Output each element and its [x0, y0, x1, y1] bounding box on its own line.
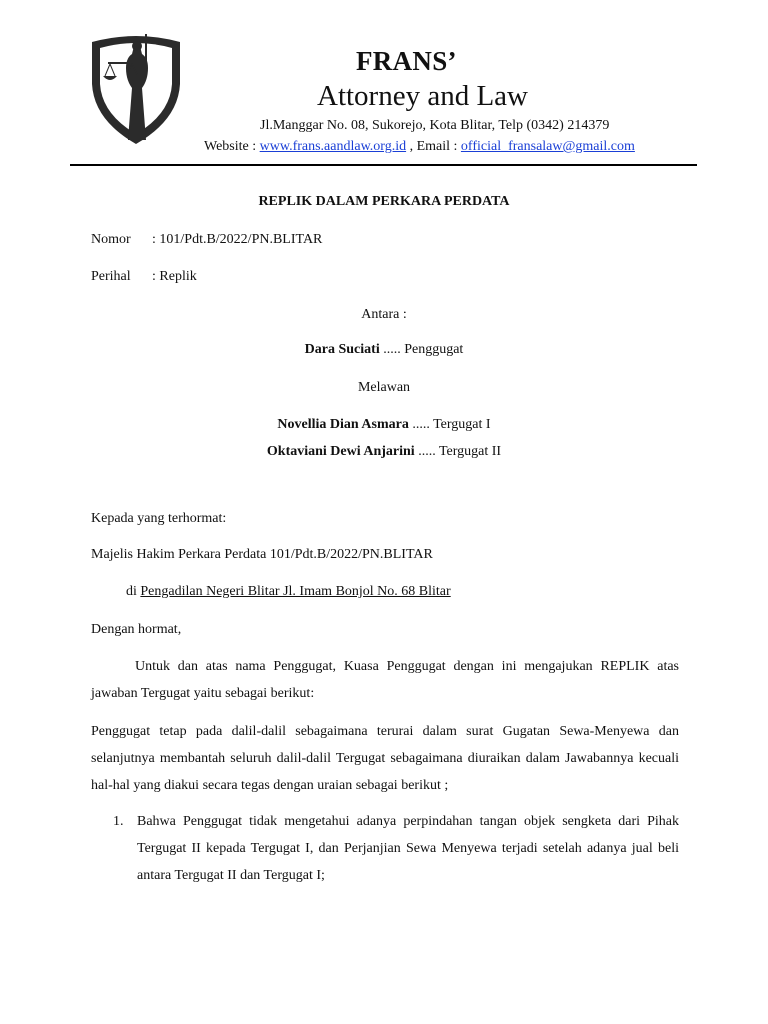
defendant2-name: Oktaviani Dewi Anjarini [266, 444, 415, 459]
nomor-label: Nomor [91, 232, 131, 247]
email-link[interactable]: official_fransalaw@gmail.com [460, 139, 635, 154]
defendant1-name: Novellia Dian Asmara [277, 417, 409, 432]
firm-name: FRANS’ [356, 46, 457, 76]
melawan-text: Melawan [357, 380, 411, 395]
paragraph-2: Penggugat tetap pada dalil-dalil sebagaimana terurai dalam surat Gugatan Sewa-Menyewa dan selanjutnya membantah seluruh dalil-dalil Tergugat sebagaimana diuraikan dalam Jawabannya kecuali hal-hal yang diakui secara tegas dengan uraian sebagai berikut ; [91, 724, 679, 793]
list-item-text: Bahwa Penggugat tidak mengetahui adanya perpindahan tangan objek sengketa dari Pihak Tergugat II kepada Tergugat I, dan Perjanjian Sewa Menyewa terjadi setelah adanya jual beli antara Tergugat II dan Tergugat I; [137, 814, 679, 883]
defendant1-line [0, 417, 768, 433]
court-address: Pengadilan Negeri Blitar Jl. Imam Bonjol No. 68 Blitar [140, 584, 451, 599]
document-title: REPLIK DALAM PERKARA PERDATA [258, 194, 510, 209]
header-divider [70, 164, 697, 166]
website-label: Website : [204, 139, 260, 154]
plaintiff-role: ..... Penggugat [379, 342, 464, 357]
defendant1-role: ..... Tergugat I [408, 417, 491, 432]
firm-logo [88, 28, 184, 146]
recipient-place [126, 584, 451, 600]
nomor-value: : 101/Pdt.B/2022/PN.BLITAR [152, 232, 323, 247]
salutation: Dengan hormat, [91, 622, 182, 637]
plaintiff-name: Dara Suciati [304, 342, 380, 357]
website-link[interactable]: www.frans.aandlaw.org.id [259, 139, 407, 154]
perihal-label: Perihal [91, 269, 131, 284]
recipient-majelis: Majelis Hakim Perkara Perdata 101/Pdt.B/2022/PN.BLITAR [91, 547, 433, 562]
contact-line [204, 139, 635, 155]
lady-justice-icon [88, 28, 184, 146]
defendant2-role: ..... Tergugat II [414, 444, 502, 459]
email-label: , Email : [406, 139, 461, 154]
recipient-greeting: Kepada yang terhormat: [91, 511, 227, 526]
firm-address: Jl.Manggar No. 08, Sukorejo, Kota Blitar, Telp (0342) 214379 [260, 118, 610, 133]
list-item-number: 1. [113, 814, 124, 829]
paragraph-1: Untuk dan atas nama Penggugat, Kuasa Penggugat dengan ini mengajukan REPLIK atas jawaban Tergugat yaitu sebagai berikut: [91, 659, 679, 701]
firm-subtitle: Attorney and Law [317, 80, 528, 112]
plaintiff-line [0, 342, 768, 358]
di-prefix: di [126, 584, 141, 599]
perihal-value: : Replik [152, 269, 197, 284]
defendant2-line [0, 444, 768, 460]
antara-text: Antara : [361, 307, 407, 322]
